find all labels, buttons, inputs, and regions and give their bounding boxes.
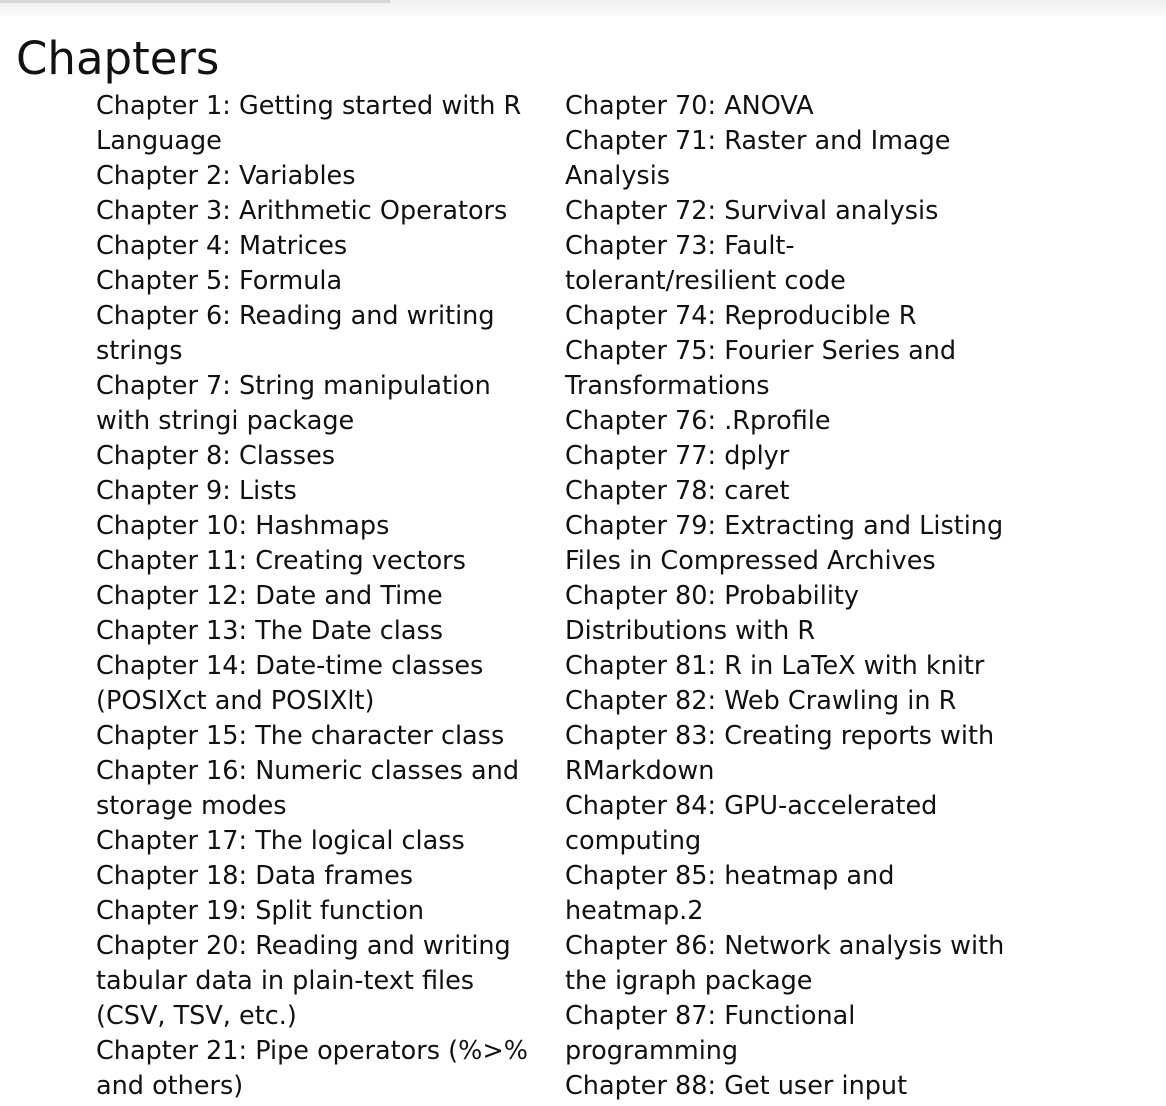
chapter-item[interactable] — [96, 614, 536, 649]
chapter-item[interactable] — [565, 859, 1010, 929]
chapter-item[interactable] — [565, 404, 1010, 439]
chapter-item-line: computing — [565, 826, 702, 856]
chapter-item-line: Chapter 78: caret — [565, 476, 790, 506]
chapter-item-line: Chapter 77: dplyr — [565, 441, 790, 471]
chapter-item-line: Chapter 21: Pipe operators (%>% — [96, 1036, 528, 1066]
chapter-item-line: Chapter 16: Numeric classes and — [96, 756, 520, 786]
chapter-item-line: Chapter 3: Arithmetic Operators — [96, 196, 508, 226]
chapter-item[interactable] — [96, 544, 536, 579]
chapter-item[interactable] — [565, 439, 1010, 474]
chapter-item-line: Chapter 7: String manipulation — [96, 371, 491, 401]
chapter-item[interactable] — [96, 719, 536, 754]
chapter-list-left — [96, 89, 536, 1104]
chapter-item-line: Transformations — [565, 371, 770, 401]
chapter-item[interactable] — [96, 824, 536, 859]
chapter-item[interactable] — [96, 1034, 536, 1104]
chapter-item[interactable] — [565, 89, 1010, 124]
chapter-item[interactable] — [565, 334, 1010, 404]
chapter-item[interactable] — [96, 754, 536, 824]
chapter-item-line: Chapter 9: Lists — [96, 476, 297, 506]
chapter-item[interactable] — [96, 159, 536, 194]
chapter-item-line: Chapter 71: Raster and Image — [565, 126, 951, 156]
chapter-item[interactable] — [565, 579, 1010, 649]
chapter-list-right — [565, 89, 1010, 1104]
chapter-item-line: Chapter 84: GPU-accelerated — [565, 791, 938, 821]
chapter-item-line: and others) — [96, 1071, 244, 1101]
chapter-item-line: Analysis — [565, 161, 671, 191]
chapter-item[interactable] — [96, 894, 536, 929]
chapter-item-line: Chapter 20: Reading and writing — [96, 931, 511, 961]
chapter-item[interactable] — [565, 474, 1010, 509]
chapter-item-line: Chapter 86: Network analysis with — [565, 931, 1005, 961]
chapter-item[interactable] — [565, 1069, 1010, 1104]
chapter-item[interactable] — [96, 299, 536, 369]
chapter-item-line: Chapter 76: .Rprofile — [565, 406, 831, 436]
chapter-item[interactable] — [565, 929, 1010, 999]
page-title: Chapters — [16, 32, 220, 85]
chapter-item-line: Chapter 73: Fault- — [565, 231, 795, 261]
chapter-item[interactable] — [96, 89, 536, 159]
chapter-item-line: with stringi package — [96, 406, 355, 436]
chapter-item-line: Chapter 1: Getting started with R — [96, 91, 522, 121]
chapter-item[interactable] — [565, 789, 1010, 859]
chapter-item[interactable] — [96, 579, 536, 614]
chapter-item-line: Chapter 72: Survival analysis — [565, 196, 939, 226]
chapter-item-line: Chapter 5: Formula — [96, 266, 343, 296]
chapter-item[interactable] — [96, 194, 536, 229]
chapter-item[interactable] — [96, 369, 536, 439]
chapter-item-line: Chapter 83: Creating reports with — [565, 721, 995, 751]
chapter-item-line: Chapter 15: The character class — [96, 721, 505, 751]
chapter-item-line: Chapter 8: Classes — [96, 441, 336, 471]
chapter-item-line: Chapter 87: Functional — [565, 1001, 856, 1031]
chapter-item-line: Chapter 88: Get user input — [565, 1071, 908, 1101]
chapter-item-line: RMarkdown — [565, 756, 715, 786]
chapter-item[interactable] — [565, 124, 1010, 194]
chapter-item[interactable] — [96, 474, 536, 509]
chapter-item-line: Chapter 79: Extracting and Listing — [565, 511, 1004, 541]
chapter-item-line: Chapter 4: Matrices — [96, 231, 348, 261]
chapter-item[interactable] — [96, 229, 536, 264]
chapter-item-line: tabular data in plain-text files — [96, 966, 475, 996]
chapter-item[interactable] — [96, 264, 536, 299]
chapter-item-line: Chapter 6: Reading and writing — [96, 301, 495, 331]
chapter-item-line: Language — [96, 126, 222, 156]
chapter-item-line: Chapter 74: Reproducible R — [565, 301, 917, 331]
chapter-item[interactable] — [565, 194, 1010, 229]
chapter-item-line: Chapter 14: Date-time classes — [96, 651, 484, 681]
chapter-item-line: Chapter 80: Probability — [565, 581, 859, 611]
chapter-item-line: Chapter 13: The Date class — [96, 616, 444, 646]
top-bar-shadow — [0, 0, 1166, 16]
chapter-item-line: Chapter 18: Data frames — [96, 861, 414, 891]
chapter-item-line: Chapter 2: Variables — [96, 161, 356, 191]
chapter-item[interactable] — [96, 509, 536, 544]
chapter-item-line: strings — [96, 336, 183, 366]
chapter-item[interactable] — [96, 439, 536, 474]
chapter-item-line: storage modes — [96, 791, 287, 821]
chapter-item-line: Distributions with R — [565, 616, 816, 646]
chapter-item-line: heatmap.2 — [565, 896, 704, 926]
chapter-item[interactable] — [565, 229, 1010, 299]
chapter-item-line: Files in Compressed Archives — [565, 546, 936, 576]
chapter-item[interactable] — [565, 999, 1010, 1069]
chapter-item-line: programming — [565, 1036, 739, 1066]
chapter-item-line: Chapter 19: Split function — [96, 896, 425, 926]
chapter-item-line: Chapter 17: The logical class — [96, 826, 465, 856]
chapter-item[interactable] — [96, 649, 536, 719]
chapter-item-line: Chapter 70: ANOVA — [565, 91, 814, 121]
chapter-item[interactable] — [96, 929, 536, 1034]
chapter-item-line: (CSV, TSV, etc.) — [96, 1001, 297, 1031]
chapter-item-line: tolerant/resilient code — [565, 266, 846, 296]
chapter-item[interactable] — [96, 859, 536, 894]
chapter-item-line: Chapter 85: heatmap and — [565, 861, 895, 891]
chapter-item[interactable] — [565, 649, 1010, 684]
chapter-item-line: Chapter 11: Creating vectors — [96, 546, 466, 576]
chapter-item-line: Chapter 10: Hashmaps — [96, 511, 390, 541]
chapter-item-line: (POSIXct and POSIXlt) — [96, 686, 375, 716]
chapter-item-line: Chapter 75: Fourier Series and — [565, 336, 957, 366]
chapter-item-line: Chapter 81: R in LaTeX with knitr — [565, 651, 985, 681]
chapter-item[interactable] — [565, 299, 1010, 334]
chapter-item-line: the igraph package — [565, 966, 813, 996]
chapter-item-line: Chapter 82: Web Crawling in R — [565, 686, 957, 716]
chapter-item[interactable] — [565, 509, 1010, 579]
chapter-item[interactable] — [565, 684, 1010, 719]
chapter-item-line: Chapter 12: Date and Time — [96, 581, 443, 611]
chapter-item[interactable] — [565, 719, 1010, 789]
